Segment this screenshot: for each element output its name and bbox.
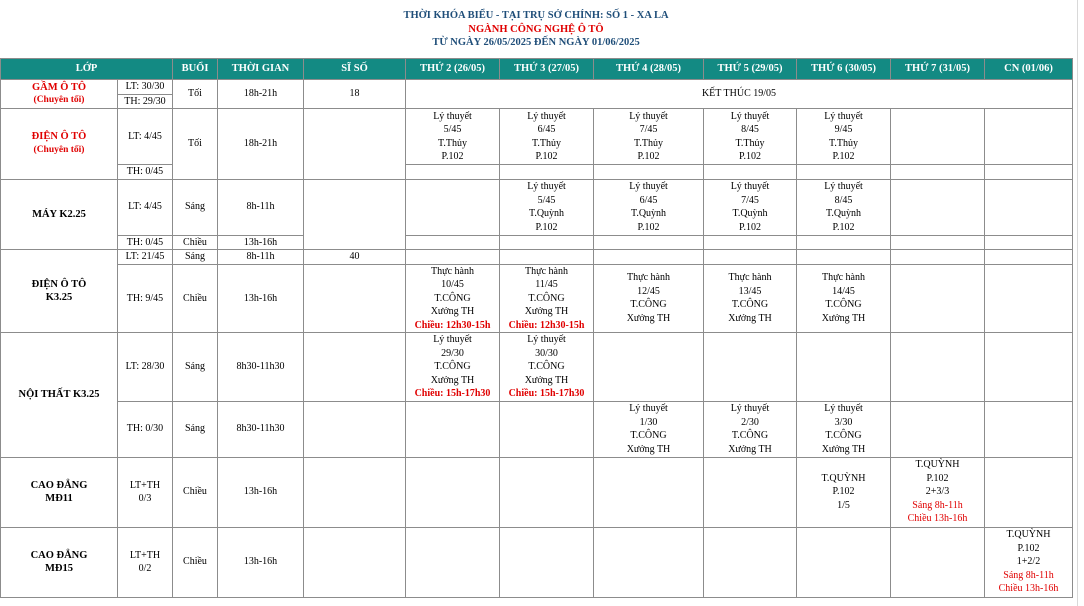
session: Sáng [173,401,218,457]
session: Sáng [173,179,218,235]
ltth-progress [118,527,173,597]
lesson-type: Lý thuyết [629,403,668,414]
cell-empty [594,333,704,402]
class-size [304,457,406,527]
cell-empty [500,527,594,597]
lesson-count: 1+2/2 [1016,556,1041,568]
teacher: T.Quỳnh [630,208,667,219]
lesson-count: 2+3/3 [925,486,950,498]
cell-thu6 [797,179,891,235]
teacher: T.CÔNG [434,292,471,304]
cell-thu3 [500,109,594,165]
lesson-type: Lý thuyết [730,110,770,122]
class-name-sub: MĐ11 [45,493,73,504]
cell-thu2 [406,333,500,402]
lesson-count: 11/45 [535,279,558,290]
lesson-type: Lý thuyết [629,110,668,122]
room: P.102 [441,151,464,162]
lt-progress: LT: 4/45 [118,109,173,165]
col-thoigian: THỜI GIAN [218,59,304,80]
room: P.102 [832,486,855,498]
ltth-count: 0/2 [138,563,152,574]
cell-empty [594,235,704,250]
class-name-sub: (Chuyên tối) [33,144,85,155]
cell-cn [985,179,1073,235]
cell-thu7 [891,179,985,235]
lesson-count: 1/30 [639,416,658,428]
lesson-type: Lý thuyết [629,181,668,192]
teacher: T.Quỳnh [528,208,565,219]
cell-empty [500,250,594,265]
room: P.102 [535,221,558,233]
class-name-sub: K3.25 [45,292,73,303]
time: 8h-11h [218,250,304,265]
session: Chiều [173,527,218,597]
col-thu6: THỨ 6 (30/05) [797,59,891,80]
class-name-line: GẦM Ô TÔ [31,81,87,93]
class-name [1,527,118,597]
col-thu4: THỨ 4 (28/05) [594,59,704,80]
room: Xưởng TH [728,312,772,324]
cell-empty [406,165,500,180]
time: 8h30-11h30 [218,401,304,457]
teacher: T.Quỳnh [732,208,768,219]
class-size: 18 [304,80,406,109]
class-size [304,527,406,597]
lesson-type: Thực hành [431,265,474,277]
cell-thu4 [594,401,704,457]
cell-empty [500,457,594,527]
col-thu2: THỨ 2 (26/05) [406,59,500,80]
lesson-count: 8/45 [741,124,759,135]
time: 8h-11h [218,179,304,235]
schedule-title: THỜI KHÓA BIỂU - TẠI TRỤ SỞ CHÍNH: SỐ 1 - XA LA [403,10,669,21]
cell-empty [594,250,704,265]
class-name: MÁY K2.25 [1,179,118,250]
cell-empty [704,235,797,250]
room: P.102 [832,151,855,162]
class-name-line: ĐIỆN Ô TÔ [31,131,87,143]
teacher: T.Thủy [532,137,561,149]
room: P.102 [926,472,949,484]
cell-empty [704,527,797,597]
cell-empty [891,527,985,597]
cell-thu2 [406,179,500,235]
cell-empty [797,235,891,250]
lesson-count: 14/45 [832,285,855,297]
time: 18h-21h [218,80,304,109]
class-name-line: ĐIỆN Ô TÔ [31,278,87,290]
cell-empty [406,250,500,265]
lesson-count: 29/30 [441,347,464,359]
room: P.102 [535,151,558,162]
teacher: T.QUỲNH [1006,529,1051,541]
class-name-sub: (Chuyên tối) [33,95,85,105]
class-name-line: CAO ĐẲNG [30,479,88,491]
cell-empty [985,165,1073,180]
cell-empty [985,401,1073,457]
lesson-count: 5/45 [537,194,556,206]
date-range: TỪ NGÀY 26/05/2025 ĐẾN NGÀY 01/06/2025 [432,37,640,48]
room: Xưởng TH [626,443,671,455]
class-name [1,250,118,333]
cell-thu4 [594,264,704,333]
cell-thu2 [406,264,500,333]
lesson-type: Lý thuyết [730,403,770,414]
room: P.102 [832,221,855,233]
room: Xưởng TH [430,306,475,317]
teacher: T.Thủy [634,137,663,149]
th-progress: TH: 29/30 [118,94,173,109]
end-note: KẾT THÚC 19/05 [406,80,1073,109]
lt-progress: LT: 30/30 [118,80,173,95]
class-size [304,333,406,402]
header-row [1,59,1073,80]
class-size [304,179,406,250]
lesson-type: Thực hành [822,272,865,284]
time-note: Chiều 13h-16h [998,583,1059,595]
session: Chiều [173,235,218,250]
teacher: T.CÔNG [528,292,565,304]
class-size [304,109,406,180]
cell-empty [704,250,797,265]
table-row [1,235,1073,250]
lesson-count: 7/45 [741,194,759,206]
time-note: Chiều: 12h30-15h [414,319,491,331]
session: Tối [173,80,218,109]
room: Xưởng TH [524,306,569,317]
cell-empty [500,401,594,457]
cell-thu6 [797,109,891,165]
th-progress: TH: 0/45 [118,235,173,250]
lesson-count: 8/45 [834,194,853,206]
cell-thu5 [704,109,797,165]
time: 13h-16h [218,235,304,250]
sheet-gridline [1077,0,1078,606]
time-note: Chiều: 15h-17h30 [508,388,585,399]
lt-progress: LT: 28/30 [118,333,173,402]
lesson-count: 13/45 [738,285,762,297]
cell-thu3 [500,264,594,333]
class-name-line: CAO ĐẲNG [30,549,88,561]
cell-thu5 [704,401,797,457]
time-note: Chiều: 12h30-15h [508,319,585,331]
room: Xưởng TH [728,443,772,455]
teacher: T.CÔNG [731,430,769,441]
class-name-sub: MĐ15 [45,563,73,574]
table-row [1,250,1073,265]
cell-thu3 [500,333,594,402]
col-thu3: THỨ 3 (27/05) [500,59,594,80]
lesson-type: Lý thuyết [527,181,566,192]
cell-cn [985,264,1073,333]
table-row [1,527,1073,597]
cell-empty [891,250,985,265]
cell-empty [797,527,891,597]
session: Sáng [173,333,218,402]
session: Tối [173,109,218,180]
cell-empty [891,333,985,402]
time: 13h-16h [218,457,304,527]
cell-empty [985,333,1073,402]
teacher: T.CÔNG [528,361,565,372]
cell-thu5 [704,179,797,235]
col-lop: LỚP [1,59,173,80]
cell-cn [985,457,1073,527]
table-row [1,179,1073,235]
table-row [1,457,1073,527]
class-name: NỘI THẤT K3.25 [1,333,118,458]
col-thu7: THỨ 7 (31/05) [891,59,985,80]
ltth-progress [118,457,173,527]
cell-empty [985,235,1073,250]
cell-empty [704,457,797,527]
lesson-count: 9/45 [834,124,853,135]
teacher: T.QUỲNH [915,459,960,471]
cell-thu4 [594,109,704,165]
room: Xưởng TH [524,374,569,386]
table-row [1,80,1073,95]
lesson-count: 7/45 [639,124,658,135]
col-siso: SĨ SỐ [304,59,406,80]
session: Chiều [173,264,218,333]
table-row [1,264,1073,333]
table-row [1,333,1073,402]
class-name [1,80,118,109]
table-row [1,401,1073,457]
col-cn: CN (01/06) [985,59,1073,80]
lesson-type: Thực hành [525,265,568,277]
lesson-count: 1/5 [837,499,850,511]
time: 18h-21h [218,109,304,180]
teacher: T.Thủy [829,137,858,149]
class-size [304,401,406,457]
lesson-count: 6/45 [537,124,556,135]
room: Xưởng TH [430,374,475,386]
table-row [1,109,1073,165]
lesson-type: Lý thuyết [824,403,863,414]
cell-thu3 [500,179,594,235]
class-size: 40 [304,250,406,265]
th-progress: TH: 0/45 [118,165,173,180]
cell-thu5 [704,264,797,333]
lesson-type: Lý thuyết [824,181,863,192]
room: Xưởng TH [626,312,671,324]
cell-thu6 [797,401,891,457]
lesson-count: 6/45 [639,194,658,206]
lesson-count: 3/30 [834,416,853,428]
cell-cn [985,109,1073,165]
teacher: T.CÔNG [434,361,471,372]
time-note: Sáng 8h-11h [1003,569,1054,581]
cell-empty [500,165,594,180]
cell-empty [797,333,891,402]
teacher: T.Thủy [735,137,765,149]
cell-thu6 [797,264,891,333]
cell-empty [500,235,594,250]
cell-thu7 [891,457,985,527]
major-title: NGÀNH CÔNG NGHỆ Ô TÔ [468,24,604,35]
teacher: T.Thủy [438,137,467,149]
lesson-type: Lý thuyết [730,181,770,192]
class-name [1,109,118,180]
lesson-type: Lý thuyết [527,110,566,122]
teacher: T.CÔNG [630,299,667,311]
cell-empty [797,250,891,265]
sheet-title-block [0,0,1072,58]
cell-thu7 [891,109,985,165]
cell-thu4 [594,179,704,235]
col-thu5: THỨ 5 (29/05) [704,59,797,80]
class-size [304,264,406,333]
cell-empty [891,235,985,250]
ltth-label: LT+TH [129,479,161,491]
th-progress: TH: 9/45 [118,264,173,333]
lesson-count: 5/45 [443,124,462,135]
time-note: Chiều 13h-16h [907,513,968,525]
lt-progress: LT: 21/45 [118,250,173,265]
cell-empty [797,165,891,180]
teacher: T.CÔNG [825,430,862,441]
class-name [1,457,118,527]
cell-empty [704,333,797,402]
lesson-count: 10/45 [441,279,464,290]
col-buoi: BUỔI [173,59,218,80]
time-note: Chiều: 15h-17h30 [414,388,491,399]
cell-empty [406,235,500,250]
room: Xưởng TH [821,312,866,324]
lesson-type: Lý thuyết [527,334,566,345]
time: 13h-16h [218,527,304,597]
room: P.102 [1017,542,1040,554]
timetable [0,58,1073,598]
teacher: T.QUỲNH [821,472,866,484]
th-progress: TH: 0/30 [118,401,173,457]
lesson-type: Lý thuyết [433,110,472,122]
session: Chiều [173,457,218,527]
room: P.102 [637,151,660,162]
lt-progress: LT: 4/45 [118,179,173,235]
teacher: T.CÔNG [825,299,862,311]
lesson-type: Thực hành [728,272,772,284]
cell-empty [406,527,500,597]
cell-empty [704,165,797,180]
room: P.102 [637,221,660,233]
room: P.102 [739,151,761,162]
teacher: T.Quỳnh [825,208,862,219]
lesson-count: 12/45 [637,285,660,297]
cell-empty [594,527,704,597]
table-row [1,165,1073,180]
cell-empty [594,165,704,180]
lesson-count: 30/30 [535,347,558,359]
cell-empty [985,250,1073,265]
room: P.102 [739,221,761,233]
cell-empty [891,165,985,180]
lesson-type: Lý thuyết [824,110,863,122]
cell-thu6 [797,457,891,527]
cell-empty [406,457,500,527]
session: Sáng [173,250,218,265]
time: 13h-16h [218,264,304,333]
teacher: T.CÔNG [630,430,667,441]
cell-cn [985,527,1073,597]
ltth-label: LT+TH [129,549,161,561]
lesson-type: Thực hành [627,272,670,284]
cell-empty [891,401,985,457]
time-note: Sáng 8h-11h [912,499,963,511]
room: Xưởng TH [821,443,866,455]
lesson-type: Lý thuyết [433,334,472,345]
cell-empty [594,457,704,527]
cell-thu7 [891,264,985,333]
cell-empty [406,401,500,457]
ltth-count: 0/3 [138,493,152,504]
teacher: T.CÔNG [731,299,769,311]
lesson-count: 2/30 [741,416,759,428]
cell-thu2 [406,109,500,165]
time: 8h30-11h30 [218,333,304,402]
